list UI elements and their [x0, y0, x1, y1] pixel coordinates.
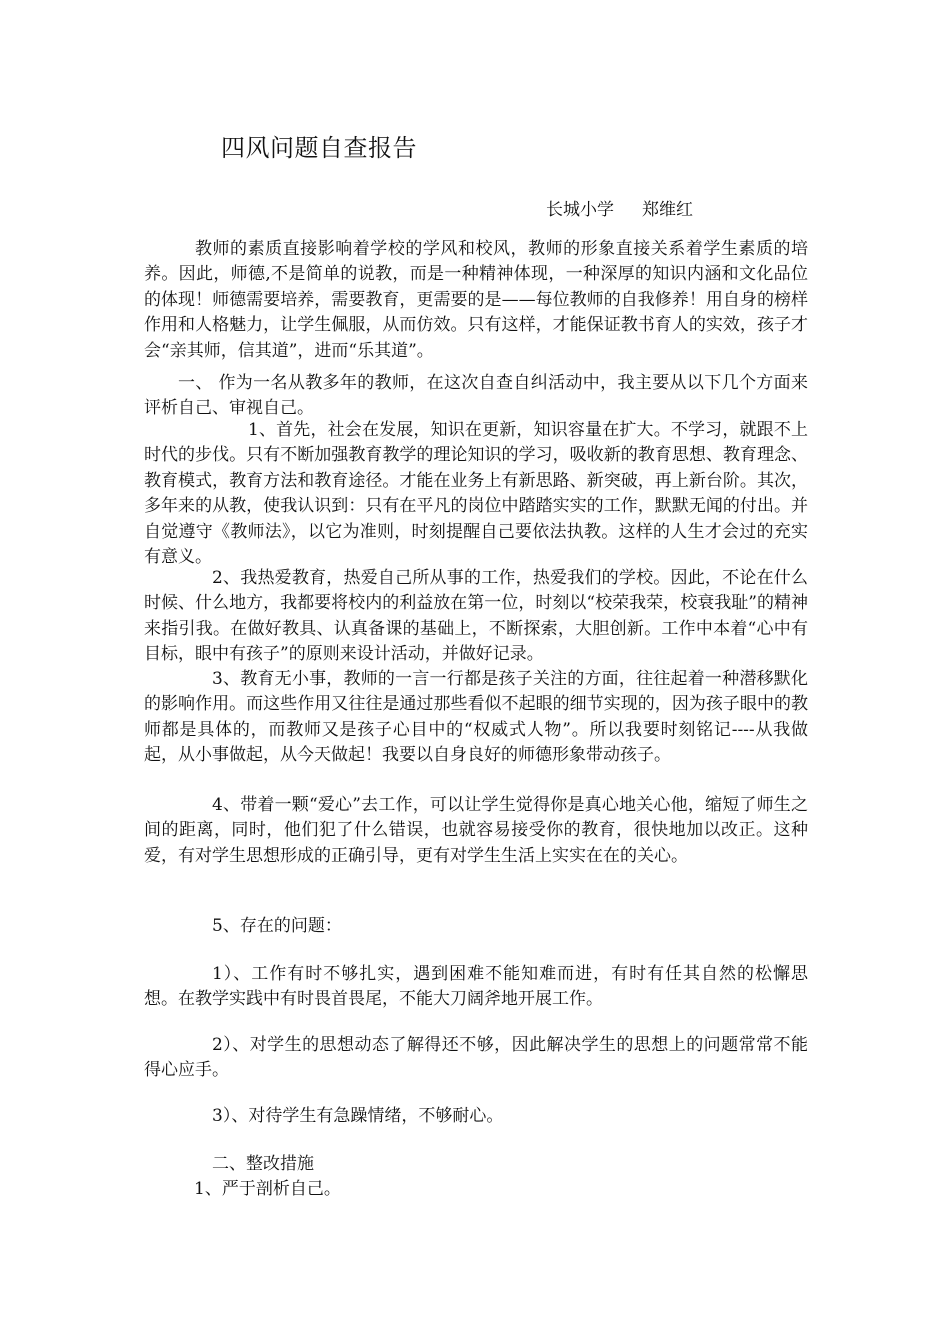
- author-name: 郑维红: [642, 200, 693, 220]
- point-3-paragraph: 3、教育无小事，教师的一言一行都是孩子关注的方面，往往起着一种潜移默化的影响作用。而这些作用又往往是通过那些看似不起眼的细节实现的，因为孩子眼中的教师都是具体的，而教师又是孩子心目中的“权威式人物”。所以我要时刻铭记----从我做起，从小事做起，从今天做起！我要以自身良好的师德形象带动孩子。: [144, 669, 808, 766]
- byline: [546, 198, 693, 222]
- point-4-paragraph: 4、带着一颗“爱心”去工作，可以让学生觉得你是真心地关心他，缩短了师生之间的距离，同时，他们犯了什么错误，也就容易接受你的教育，很快地加以改正。这种爱，有对学生思想形成的正确引导，更有对学生生活上实实在在的关心。: [144, 795, 808, 866]
- intro-paragraph: 教师的素质直接影响着学校的学风和校风，教师的形象直接关系着学生素质的培养。因此，师德,不是简单的说教，而是一种精神体现，一种深厚的知识内涵和文化品位的体现！师德需要培养，需要教育，更需要的是——每位教师的自我修养！用自身的榜样作用和人格魅力，让学生佩服，从而仿效。只有这样，才能保证教书育人的实效，孩子才会“亲其师，信其道”，进而“乐其道”。: [144, 239, 808, 361]
- section-two-heading: 二、整改措施: [212, 1154, 314, 1174]
- point-2-paragraph: 2、我热爱教育，热爱自己所从事的工作，热爱我们的学校。因此，不论在什么时候、什么地方，我都要将校内的利益放在第一位，时刻以“校荣我荣，校衰我耻”的精神来指引我。在做好教具、认真备课的基础上，不断探索，大胆创新。工作中本着“心中有目标，眼中有孩子”的原则来设计活动，并做好记录。: [144, 568, 808, 665]
- point-1-paragraph: 1、首先，社会在发展，知识在更新，知识容量在扩大。不学习，就跟不上时代的步伐。只有不断加强教育教学的理论知识的学习，吸收新的教育思想、教育理念、教育模式，教育方法和教育途径。才能在业务上有新思路、新突破，再上新台阶。其次，多年来的从教，使我认识到：只有在平凡的岗位中踏踏实实的工作，默默无闻的付出。并自觉遵守《教师法》，以它为准则，时刻提醒自己要依法执教。这样的人生才会过的充实有意义。: [144, 420, 808, 568]
- measure-1-line: 1、严于剖析自己。: [194, 1179, 341, 1199]
- section-one-heading: 一、 作为一名从教多年的教师，在这次自查自纠活动中，我主要从以下几个方面来评析自己、审视自己。: [144, 373, 808, 419]
- problem-2-paragraph: 2）、对学生的思想动态了解得还不够，因此解决学生的思想上的问题常常不能得心应手。: [144, 1035, 808, 1081]
- problem-3-line: 3）、对待学生有急躁情绪，不够耐心。: [212, 1106, 504, 1126]
- problems-heading: 5、存在的问题：: [212, 916, 342, 936]
- school-name: 长城小学: [546, 200, 614, 220]
- problem-1-paragraph: 1）、工作有时不够扎实，遇到困难不能知难而进，有时有任其自然的松懈思想。在教学实践中有时畏首畏尾，不能大刀阔斧地开展工作。: [144, 964, 808, 1010]
- report-title: 四风问题自查报告: [221, 134, 417, 162]
